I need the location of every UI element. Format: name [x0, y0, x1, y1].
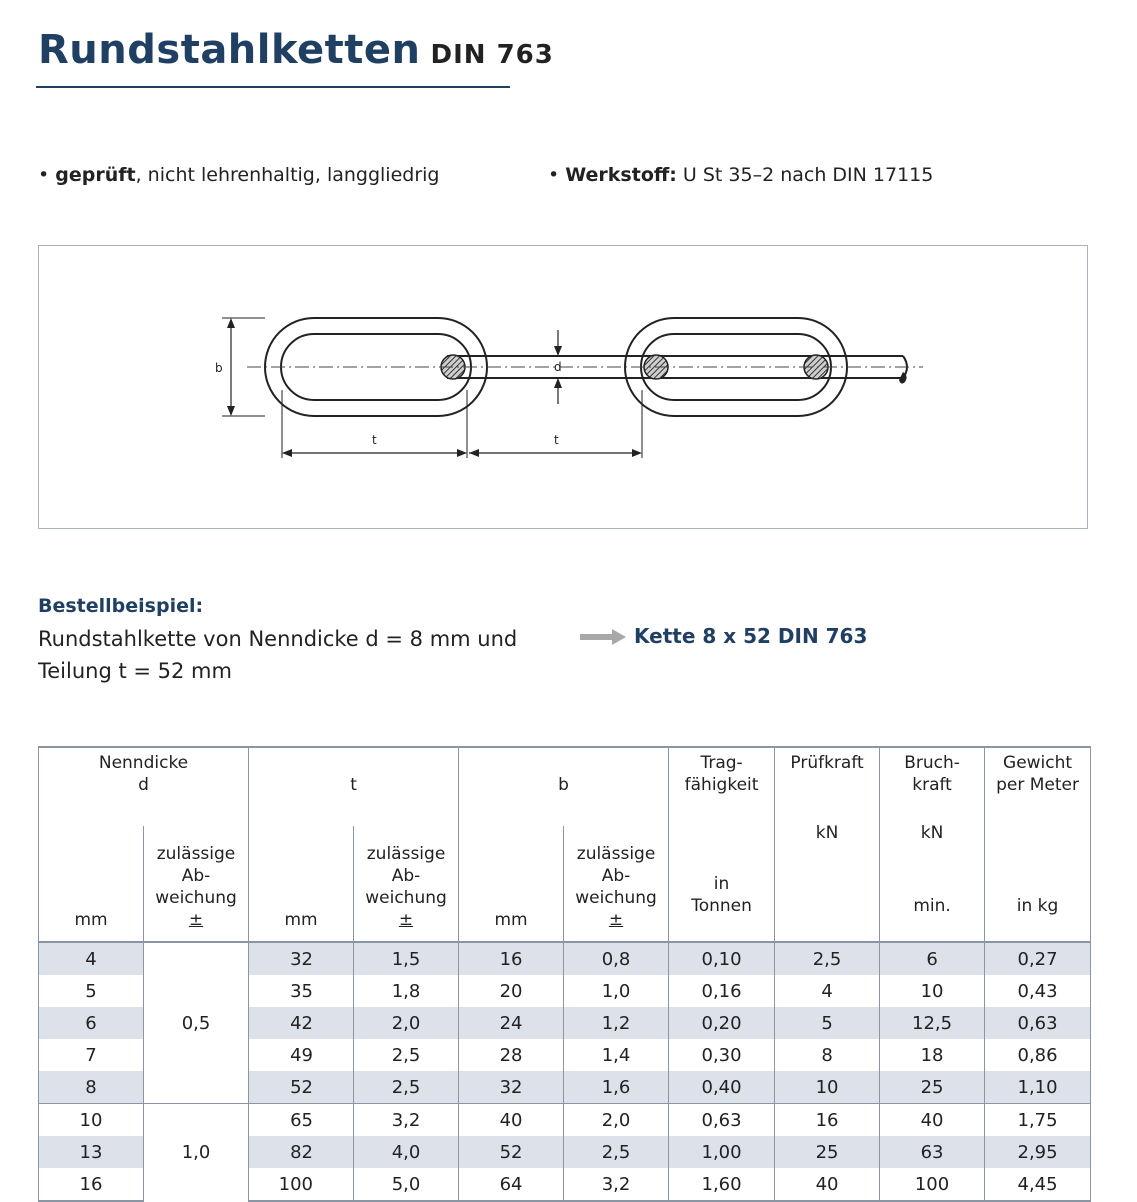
cell-gewicht: 1,10	[985, 1071, 1091, 1104]
cell-b-tol: 1,6	[564, 1071, 669, 1104]
label-b: b	[215, 361, 223, 375]
bullet-material-text: U St 35–2 nach DIN 17115	[676, 164, 934, 186]
cell-t-tol: 2,0	[354, 1007, 459, 1039]
cell-pruef: 4	[775, 975, 880, 1007]
cell-pruef: 25	[775, 1136, 880, 1168]
bullet-properties-text: , nicht lehrenhaltig, langgliedrig	[135, 164, 440, 186]
cell-t-tol: 4,0	[354, 1136, 459, 1168]
cell-t: 49	[249, 1039, 354, 1071]
cell-gewicht: 0,63	[985, 1007, 1091, 1039]
cell-d: 10	[39, 1104, 144, 1137]
cell-t: 65	[249, 1104, 354, 1137]
title-standard: DIN 763	[430, 40, 554, 70]
header-gewicht	[985, 747, 1091, 942]
cell-b: 28	[459, 1039, 564, 1071]
cell-trag: 1,00	[669, 1136, 775, 1168]
bullet-material-bold: Werkstoff:	[565, 164, 677, 186]
cell-pruef: 8	[775, 1039, 880, 1071]
zul-2: Ab-	[601, 866, 631, 886]
label-t-2: t	[554, 433, 559, 447]
cell-bruch: 63	[880, 1136, 985, 1168]
cell-trag: 0,63	[669, 1104, 775, 1137]
header-t	[249, 747, 459, 826]
header-b-tolerance	[564, 826, 669, 942]
cell-bruch: 12,5	[880, 1007, 985, 1039]
bullet-properties: • geprüft, nicht lehrenhaltig, langgliedrig	[38, 164, 440, 186]
cell-t-tol: 3,2	[354, 1104, 459, 1137]
cell-bruch: 18	[880, 1039, 985, 1071]
cell-t: 82	[249, 1136, 354, 1168]
header-pruefkraft	[775, 747, 880, 942]
header-t-mm: mm	[249, 826, 354, 942]
header-b	[459, 747, 669, 826]
cell-b: 64	[459, 1168, 564, 1201]
zul-pm: ±	[398, 910, 414, 930]
cell-b: 24	[459, 1007, 564, 1039]
header-bruch-min: min.	[913, 896, 951, 916]
header-t-label: t	[350, 775, 357, 795]
cell-gewicht: 2,95	[985, 1136, 1091, 1168]
cell-gewicht: 1,75	[985, 1104, 1091, 1137]
header-gewicht-2: per Meter	[996, 775, 1079, 795]
cell-bruch: 25	[880, 1071, 985, 1104]
header-trag-in: in	[713, 874, 730, 894]
cell-b: 40	[459, 1104, 564, 1137]
zul-1: zulässige	[576, 844, 656, 864]
cell-bruch: 6	[880, 942, 985, 975]
cell-trag: 0,16	[669, 975, 775, 1007]
cell-trag: 0,30	[669, 1039, 775, 1071]
cell-d: 7	[39, 1039, 144, 1071]
cell-t: 32	[249, 942, 354, 975]
zul-3: weichung	[575, 888, 657, 908]
label-t-1: t	[372, 433, 377, 447]
cell-gewicht: 4,45	[985, 1168, 1091, 1201]
cell-pruef: 5	[775, 1007, 880, 1039]
order-example-line2: Teilung t = 52 mm	[38, 659, 232, 683]
cell-t-tol: 5,0	[354, 1168, 459, 1201]
zul-3: weichung	[155, 888, 237, 908]
cell-t: 42	[249, 1007, 354, 1039]
zul-1: zulässige	[366, 844, 446, 864]
header-t-tolerance	[354, 826, 459, 942]
bullet-material: • Werkstoff: U St 35–2 nach DIN 17115	[548, 164, 934, 186]
cell-pruef: 2,5	[775, 942, 880, 975]
cell-trag: 0,40	[669, 1071, 775, 1104]
chain-drawing	[38, 245, 1088, 529]
header-bruch-unit: kN	[920, 823, 944, 843]
table-row	[39, 1104, 1091, 1137]
header-nenndicke	[39, 747, 249, 826]
cell-trag: 0,20	[669, 1007, 775, 1039]
cell-b-tol: 2,0	[564, 1104, 669, 1137]
cell-t-tol: 1,8	[354, 975, 459, 1007]
header-pruefkraft-label: Prüfkraft	[790, 753, 864, 773]
header-trag-tonnen: Tonnen	[691, 896, 752, 916]
cell-d: 13	[39, 1136, 144, 1168]
title-underline	[36, 86, 510, 88]
cell-t: 52	[249, 1071, 354, 1104]
bullet-properties-bold: geprüft	[55, 164, 136, 186]
header-d-tolerance	[144, 826, 249, 942]
cell-bruch: 40	[880, 1104, 985, 1137]
cell-pruef: 16	[775, 1104, 880, 1137]
cell-d-tolerance: 1,0	[144, 1104, 249, 1202]
header-b-mm: mm	[459, 826, 564, 942]
order-example-line1: Rundstahlkette von Nenndicke d = 8 mm und	[38, 627, 518, 651]
header-d-mm: mm	[39, 826, 144, 942]
label-d: d	[554, 360, 562, 374]
cell-pruef: 40	[775, 1168, 880, 1201]
cell-b-tol: 2,5	[564, 1136, 669, 1168]
cell-b-tol: 1,2	[564, 1007, 669, 1039]
chain-drawing-svg	[39, 246, 1089, 530]
header-bruch-1: Bruch-	[904, 753, 960, 773]
order-example-result: Kette 8 x 52 DIN 763	[634, 624, 868, 648]
header-bruchkraft	[880, 747, 985, 942]
cell-trag: 1,60	[669, 1168, 775, 1201]
cell-b: 20	[459, 975, 564, 1007]
cell-t-tol: 2,5	[354, 1071, 459, 1104]
cell-bruch: 100	[880, 1168, 985, 1201]
header-d-label: d	[138, 775, 149, 795]
cell-b: 32	[459, 1071, 564, 1104]
cell-gewicht: 0,43	[985, 975, 1091, 1007]
zul-3: weichung	[365, 888, 447, 908]
order-example-text	[38, 623, 517, 687]
header-gewicht-1: Gewicht	[1003, 753, 1073, 773]
spec-table	[38, 746, 1091, 1202]
zul-pm: ±	[188, 910, 204, 930]
cell-gewicht: 0,86	[985, 1039, 1091, 1071]
cell-d: 4	[39, 942, 144, 975]
cell-t: 35	[249, 975, 354, 1007]
zul-2: Ab-	[391, 866, 421, 886]
cell-trag: 0,10	[669, 942, 775, 975]
header-trag-2: fähigkeit	[684, 775, 759, 795]
cell-d: 5	[39, 975, 144, 1007]
header-nenndicke-label: Nenndicke	[98, 753, 189, 773]
cell-b-tol: 1,4	[564, 1039, 669, 1071]
cell-b: 16	[459, 942, 564, 975]
cell-b-tol: 3,2	[564, 1168, 669, 1201]
cell-b: 52	[459, 1136, 564, 1168]
table-row	[39, 942, 1091, 975]
cell-t-tol: 1,5	[354, 942, 459, 975]
header-bruch-2: kraft	[912, 775, 952, 795]
page-title	[38, 26, 554, 79]
header-b-label: b	[558, 775, 569, 795]
header-pruefkraft-unit: kN	[815, 823, 839, 843]
zul-2: Ab-	[181, 866, 211, 886]
arrow-right-icon	[580, 629, 628, 645]
cell-d: 16	[39, 1168, 144, 1201]
title-text: Rundstahlketten	[38, 27, 421, 73]
zul-pm: ±	[608, 910, 624, 930]
cell-bruch: 10	[880, 975, 985, 1007]
cell-d: 8	[39, 1071, 144, 1104]
cell-gewicht: 0,27	[985, 942, 1091, 975]
cell-b-tol: 1,0	[564, 975, 669, 1007]
cell-pruef: 10	[775, 1071, 880, 1104]
zul-1: zulässige	[156, 844, 236, 864]
cell-b-tol: 0,8	[564, 942, 669, 975]
cell-d-tolerance: 0,5	[144, 942, 249, 1104]
header-tragfaehigkeit	[669, 747, 775, 942]
cell-d: 6	[39, 1007, 144, 1039]
header-trag-1: Trag-	[700, 753, 743, 773]
header-row-1	[39, 747, 1091, 826]
cell-t-tol: 2,5	[354, 1039, 459, 1071]
header-gewicht-unit: in kg	[1016, 896, 1059, 916]
order-example-heading: Bestellbeispiel:	[38, 595, 204, 617]
cell-t: 100	[249, 1168, 354, 1201]
